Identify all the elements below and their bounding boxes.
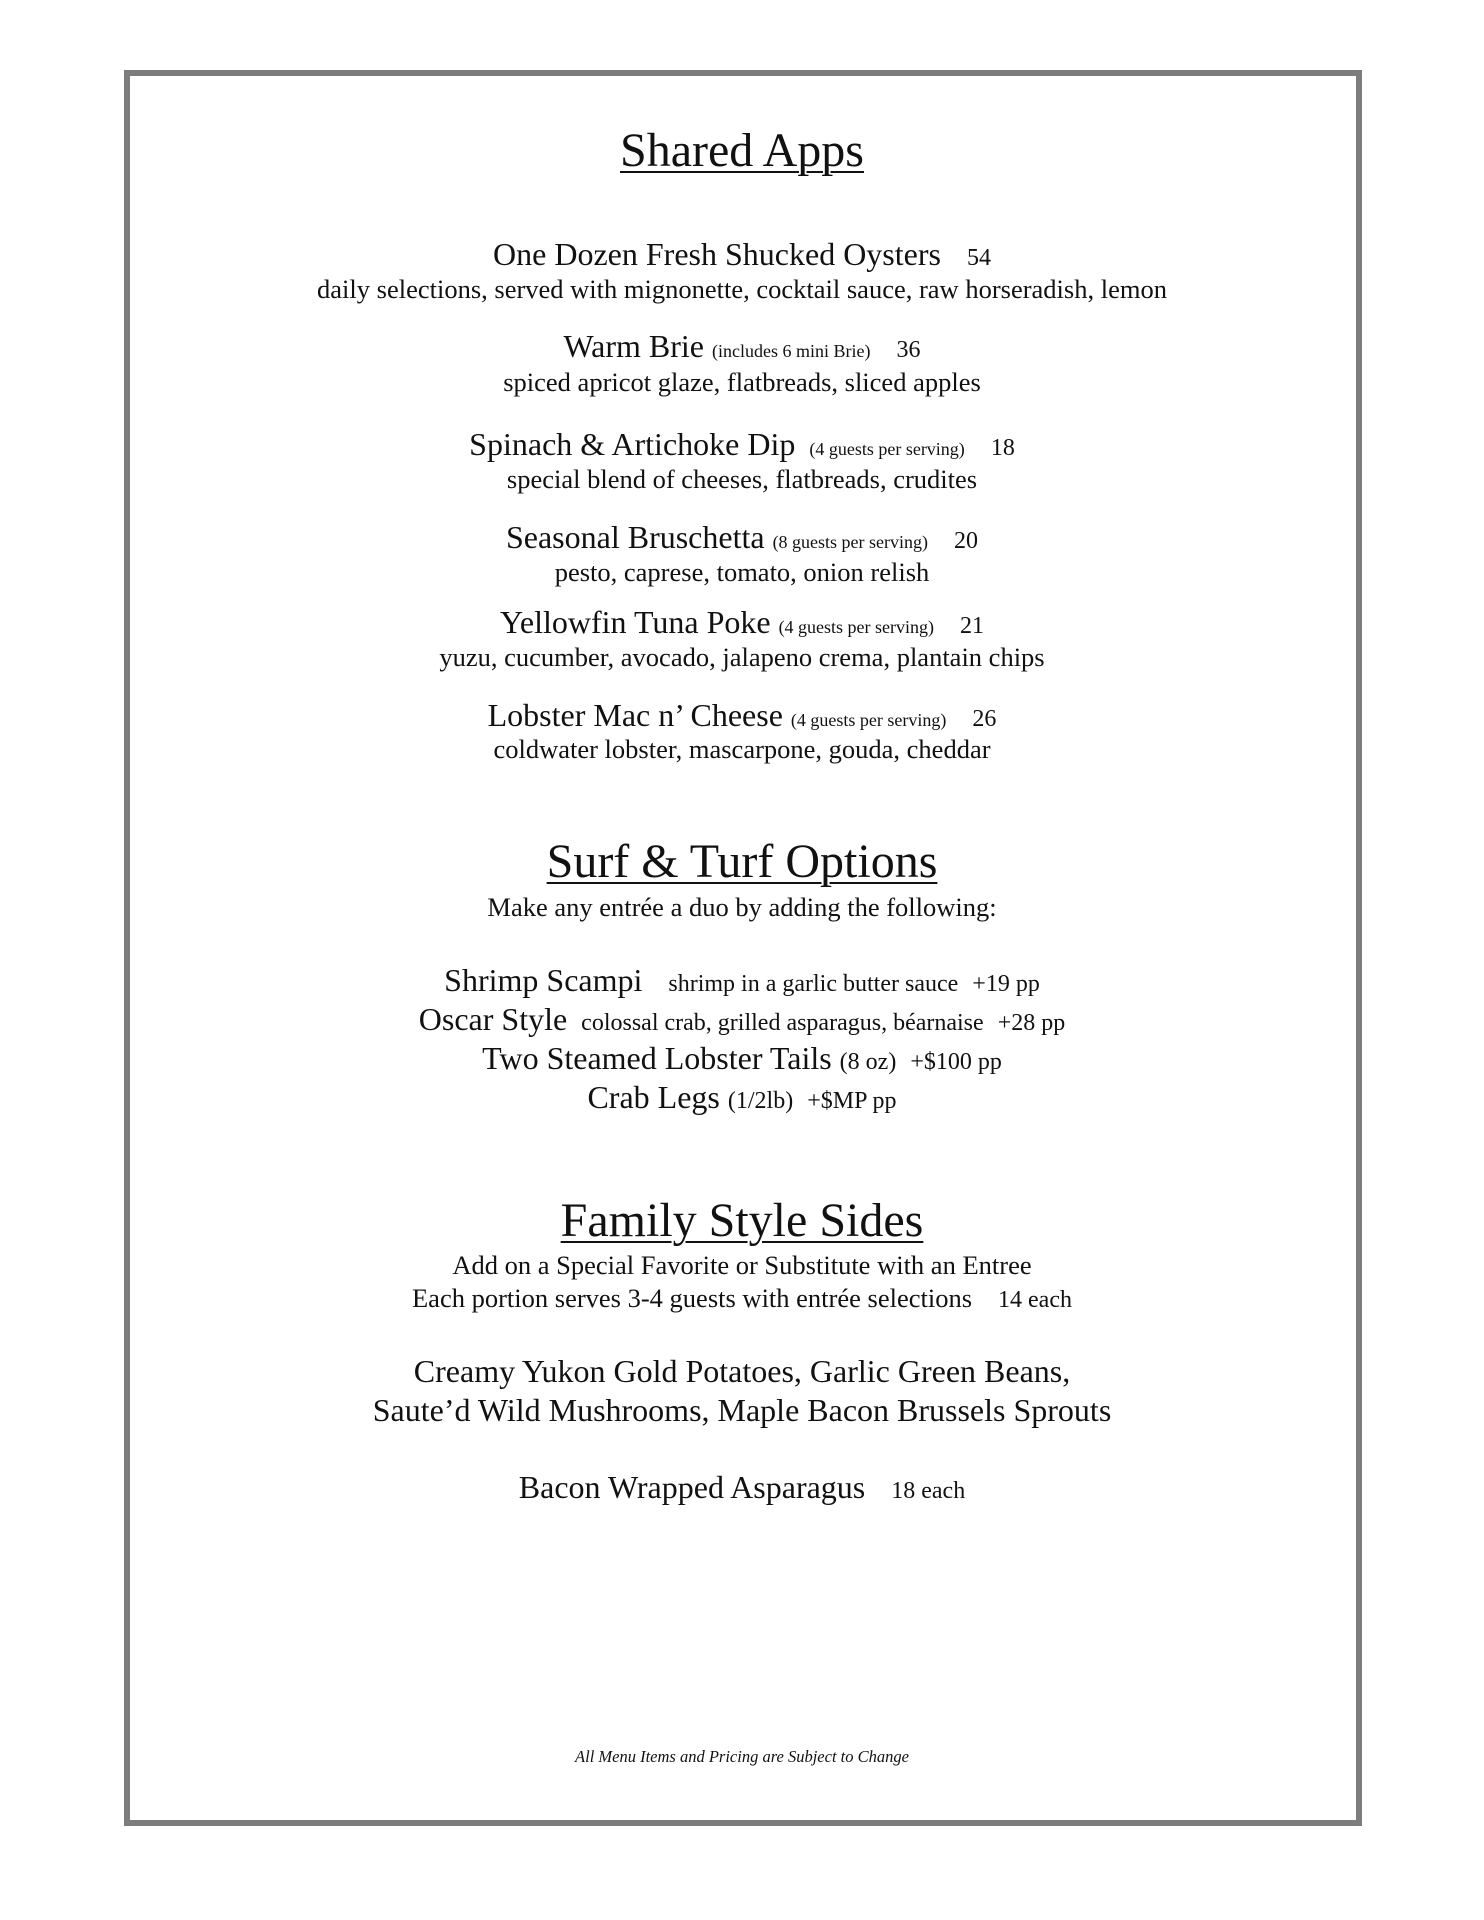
item-description: coldwater lobster, mascarpone, gouda, cheddar <box>493 734 991 764</box>
item-name: Yellowfin Tuna Poke <box>499 604 771 640</box>
addon-crab-legs <box>0 1081 1484 1113</box>
item-price: 18 <box>990 435 1015 461</box>
item-name: One Dozen Fresh Shucked Oysters <box>493 236 941 272</box>
family-sides-subtitle: Add on a Special Favorite or Substitute with an Entree <box>452 1250 1032 1280</box>
addon-price: +28 pp <box>997 1010 1066 1036</box>
extra-side-name: Bacon Wrapped Asparagus <box>518 1469 866 1505</box>
addon-detail: colossal crab, grilled asparagus, béarnaise <box>581 1010 984 1036</box>
item-note: (8 guests per serving) <box>772 532 929 552</box>
menu-item-oysters <box>0 238 1484 270</box>
extra-side-asparagus <box>0 1471 1484 1503</box>
item-name: Warm Brie <box>563 328 704 364</box>
item-price: 26 <box>972 706 997 732</box>
item-name: Lobster Mac n’ Cheese <box>487 697 783 733</box>
menu-item-bruschetta <box>0 521 1484 553</box>
addon-price: +$100 pp <box>910 1049 1002 1075</box>
addon-oscar-style <box>0 1003 1484 1035</box>
surf-turf-subtitle: Make any entrée a duo by adding the following: <box>487 892 997 922</box>
item-description: daily selections, served with mignonette, cocktail sauce, raw horseradish, lemon <box>317 274 1167 304</box>
addon-name: Oscar Style <box>418 1001 568 1037</box>
menu-item-warm-brie <box>0 330 1484 362</box>
family-sides-portion <box>0 1285 1484 1312</box>
item-description: spiced apricot glaze, flatbreads, sliced apples <box>503 367 981 397</box>
menu-item-spinach-dip <box>0 428 1484 460</box>
addon-name: Shrimp Scampi <box>444 962 643 998</box>
item-price: 54 <box>966 245 991 271</box>
addon-lobster-tails <box>0 1042 1484 1074</box>
item-note: (4 guests per serving) <box>790 710 947 730</box>
family-sides-heading: Family Style Sides <box>560 1194 924 1247</box>
portion-text: Each portion serves 3-4 guests with entrée selections <box>412 1283 973 1313</box>
item-note: (includes 6 mini Brie) <box>712 341 871 361</box>
item-note: (4 guests per serving) <box>778 617 935 637</box>
item-price: 21 <box>960 613 985 639</box>
sides-list-line-1: Creamy Yukon Gold Potatoes, Garlic Green Beans, <box>413 1353 1071 1389</box>
addon-name: Two Steamed Lobster Tails <box>482 1040 832 1076</box>
shared-apps-heading: Shared Apps <box>620 124 864 177</box>
item-name: Spinach & Artichoke Dip <box>469 426 796 462</box>
extra-side-price: 18 each <box>891 1478 966 1504</box>
item-description: special blend of cheeses, flatbreads, crudites <box>506 464 978 494</box>
portion-price: 14 each <box>998 1287 1072 1313</box>
addon-detail: (8 oz) <box>839 1049 897 1075</box>
addon-shrimp-scampi <box>0 964 1484 996</box>
addon-price: +19 pp <box>972 971 1040 997</box>
addon-price: +$MP pp <box>807 1088 897 1114</box>
menu-item-tuna-poke <box>0 606 1484 638</box>
sides-list-line-2: Saute’d Wild Mushrooms, Maple Bacon Brussels Sprouts <box>372 1392 1112 1428</box>
item-note: (4 guests per serving) <box>809 439 965 459</box>
item-price: 36 <box>896 337 921 363</box>
item-description: pesto, caprese, tomato, onion relish <box>554 557 930 587</box>
menu-item-lobster-mac <box>0 699 1484 731</box>
footer-disclaimer: All Menu Items and Pricing are Subject to Change <box>575 1747 909 1766</box>
item-description: yuzu, cucumber, avocado, jalapeno crema, plantain chips <box>439 642 1045 672</box>
addon-detail: (1/2lb) <box>727 1088 794 1114</box>
item-price: 20 <box>954 528 979 554</box>
addon-name: Crab Legs <box>587 1079 720 1115</box>
surf-turf-heading: Surf & Turf Options <box>546 835 938 888</box>
item-name: Seasonal Bruschetta <box>505 519 765 555</box>
addon-detail: shrimp in a garlic butter sauce <box>668 971 959 997</box>
